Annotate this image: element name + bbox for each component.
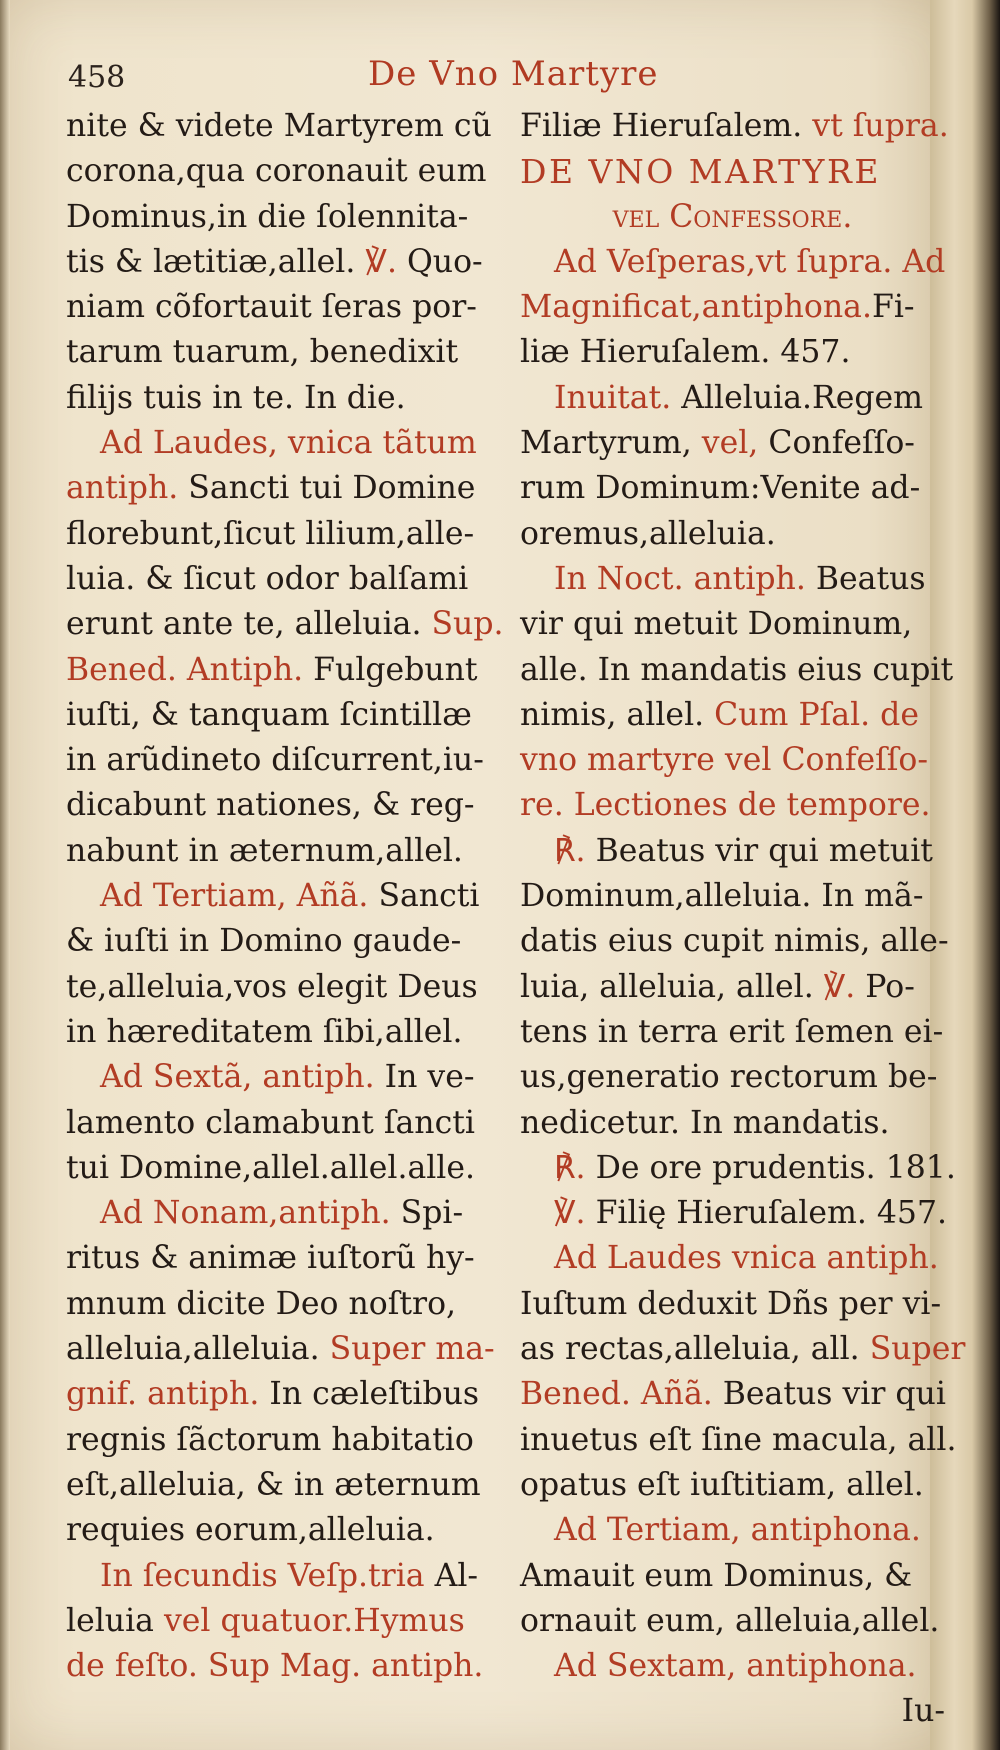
running-title: De Vno Martyre [368, 54, 659, 94]
text-line [520, 421, 945, 466]
body-text: requies eorum,alleluia. [66, 1512, 435, 1549]
text-line [520, 1010, 945, 1055]
text-line [520, 557, 945, 602]
text-line [66, 1236, 491, 1281]
body-text: tis & lætitiæ,allel. [66, 243, 366, 280]
rubric-text: Ad Laudes, vnica tãtum [100, 425, 477, 462]
text-line [66, 330, 491, 375]
text-line [66, 1554, 491, 1599]
body-text: ritus & animæ iuſtorũ hy- [66, 1240, 475, 1277]
body-text: liæ Hieruſalem. 457. [520, 334, 851, 371]
body-text: nedicetur. In mandatis. [520, 1104, 890, 1141]
text-line [520, 783, 945, 828]
text-line [520, 829, 945, 874]
body-text: In ve- [374, 1059, 475, 1096]
body-text: Al- [424, 1557, 479, 1594]
text-line [66, 648, 491, 693]
rubric-text: Cum Pſal. de [714, 696, 919, 733]
rubric-text: ℣. [554, 1195, 586, 1232]
text-line [66, 1372, 491, 1417]
text-line [520, 1191, 948, 1236]
body-text: Filię Hieruſalem. 457. [585, 1195, 948, 1232]
rubric-text: vel Confessore. [612, 198, 853, 235]
text-line [520, 104, 949, 149]
text-line [66, 1599, 491, 1644]
body-text: oremus,alleluia. [520, 515, 776, 552]
body-text: Dominus,in die ſolennita- [66, 198, 469, 235]
rubric-text: Ad Nonam,antiph. [100, 1195, 391, 1232]
body-text: erunt ante te, alleluia. [66, 606, 432, 643]
text-line [520, 466, 945, 511]
rubric-text: Magnificat,antiphona. [520, 289, 872, 326]
body-text: nimis, allel. [520, 696, 715, 733]
text-line [66, 1418, 491, 1463]
text-line [520, 1101, 945, 1146]
page-left-edge [0, 0, 10, 1750]
right-text-column [520, 104, 966, 1735]
text-line [66, 285, 491, 330]
body-text: De ore prudentis. 181. [585, 1149, 956, 1186]
text-line [520, 1146, 956, 1191]
body-text: alleluia,alleluia. [66, 1331, 330, 1368]
body-text: te,alleluia,vos elegit Deus [66, 968, 478, 1005]
text-line [66, 1644, 491, 1689]
body-text: Quo- [396, 243, 483, 280]
rubric-text: antiph. [66, 470, 179, 507]
body-text: alle. In mandatis eius cupit [520, 651, 954, 688]
body-text: corona,qua coronauit eum [66, 153, 487, 190]
body-text: nabunt in æternum,allel. [66, 832, 463, 869]
text-line [66, 919, 491, 964]
text-line [66, 602, 504, 647]
text-line [520, 693, 945, 738]
text-line [520, 602, 945, 647]
body-text: Fulgebunt [303, 651, 478, 688]
body-text: leluia [66, 1602, 164, 1639]
text-line [520, 195, 945, 240]
body-text: & iuſti in Domino gaude- [66, 923, 462, 960]
text-line [66, 421, 491, 466]
body-text: regnis ſãctorum habitatio [66, 1421, 474, 1458]
text-line [520, 512, 945, 557]
body-text: nite & videte Martyrem cũ [66, 108, 492, 144]
text-line [520, 1236, 945, 1281]
body-text: Iu- [901, 1693, 945, 1730]
body-text: Sancti tui Domine [178, 470, 476, 507]
body-text: Beatus vir qui [712, 1376, 946, 1413]
text-line [520, 1463, 945, 1508]
rubric-text: vt ſupra. [812, 108, 949, 144]
body-text: tens in terra erit ſemen ei- [520, 1013, 944, 1050]
body-text: mnum dicite Deo noſtro, [66, 1285, 457, 1322]
text-line [66, 557, 491, 602]
body-text: inuetus eſt ſine macula, all. [520, 1421, 957, 1458]
rubric-text: Ad Veſperas,vt ſupra. Ad [554, 243, 946, 280]
rubric-text: In ſecundis Veſp.tria [100, 1557, 425, 1594]
text-line [66, 1508, 491, 1553]
text-line [520, 240, 945, 285]
body-text: Martyrum, [520, 425, 702, 462]
body-text: Beatus [805, 560, 926, 597]
rubric-text: In Noct. antiph. [554, 560, 806, 597]
rubric-text: ℟. [554, 832, 586, 869]
body-text: Amauit eum Dominus, & [520, 1557, 913, 1594]
body-text: Dominum,alleluia. In mã- [520, 878, 924, 915]
body-text: tui Domine,allel.allel.alle. [66, 1149, 476, 1186]
body-text: in hæreditatem ſibi,allel. [66, 1013, 463, 1050]
body-text: in arũdineto diſcurrent,iu- [66, 742, 484, 779]
text-line [520, 1554, 945, 1599]
text-line [520, 1055, 945, 1100]
rubric-text: vel quatuor.Hymus [163, 1602, 465, 1639]
body-text: Fi- [871, 289, 915, 326]
rubric-text: Super [869, 1331, 966, 1368]
body-text: as rectas,alleluia, all. [520, 1331, 870, 1368]
body-text: iuſti, & tanquam ſcintillæ [66, 696, 472, 733]
body-text: luia, alleluia, allel. [520, 968, 824, 1005]
body-text: luia. & ſicut odor balſami [66, 560, 469, 597]
rubric-text: ℣. [823, 968, 856, 1005]
text-line [66, 783, 491, 828]
body-text: dicabunt nationes, & reg- [66, 787, 475, 824]
text-line [66, 1327, 495, 1372]
rubric-text: Bened. Antiph. [66, 651, 304, 688]
text-line [520, 1644, 945, 1689]
text-line [66, 1191, 491, 1236]
rubric-text: DE VNO MARTYRE [520, 152, 881, 192]
body-text: vir qui metuit Dominum, [520, 606, 913, 643]
body-text: filijs tuis in te. In die. [66, 379, 406, 416]
text-line [66, 240, 491, 285]
body-text: Spi- [390, 1195, 464, 1232]
rubric-text: vno martyre vel Confeſſo- [520, 742, 929, 779]
body-text: eſt,alleluia, & in æternum [66, 1466, 481, 1503]
body-text: Alleluia.Regem [671, 379, 924, 416]
body-text: ornauit eum, alleluia,allel. [520, 1602, 940, 1639]
text-line [66, 738, 491, 783]
rubric-text: ℟. [554, 1149, 586, 1186]
text-line [66, 874, 491, 919]
body-text: Confeſſo- [758, 425, 915, 462]
rubric-text: Sup. [431, 606, 504, 643]
text-line [520, 1282, 945, 1327]
text-line [520, 919, 949, 964]
body-text: rum Dominum:Venite ad- [520, 470, 921, 507]
text-line [66, 466, 491, 511]
text-line [66, 1146, 491, 1191]
body-text: Filiæ Hieruſalem. [520, 108, 813, 144]
text-line [66, 1101, 491, 1146]
rubric-text: re. Lectiones de tempore. [520, 787, 931, 824]
text-line [520, 376, 945, 421]
text-line [66, 1463, 491, 1508]
rubric-text: vel, [701, 425, 759, 462]
page-number: 458 [68, 60, 126, 95]
text-line [520, 149, 945, 194]
text-line [66, 512, 491, 557]
rubric-text: Inuitat. [554, 379, 672, 416]
text-line [66, 1010, 491, 1055]
text-line [66, 195, 491, 240]
text-line [66, 965, 491, 1010]
body-text: Iuſtum deduxit Dñs per vi- [520, 1285, 942, 1322]
text-line [520, 738, 945, 783]
rubric-text: gnif. antiph. [66, 1376, 260, 1413]
rubric-text: ℣. [365, 243, 397, 280]
rubric-text: Super ma- [329, 1331, 495, 1368]
left-text-column [66, 104, 504, 1689]
text-line [520, 1418, 957, 1463]
text-line [520, 965, 945, 1010]
rubric-text: Ad Tertiam, Añã. [100, 878, 369, 915]
body-text: us,generatio rectorum be- [520, 1059, 938, 1096]
text-line [66, 829, 491, 874]
text-line [520, 874, 945, 919]
body-text: florebunt,ſicut lilium,alle- [66, 515, 475, 552]
text-line [520, 1327, 966, 1372]
body-text: opatus eſt iuſtitiam, allel. [520, 1466, 924, 1503]
text-line [66, 1055, 491, 1100]
rubric-text: Ad Sextã, antiph. [100, 1059, 375, 1096]
text-line [520, 1372, 945, 1417]
text-line [520, 330, 945, 375]
body-text: In cæleſtibus [259, 1376, 480, 1413]
body-text: Po- [855, 968, 915, 1005]
body-text: Beatus vir qui metuit [585, 832, 933, 869]
text-line [520, 1689, 945, 1734]
text-line [66, 376, 491, 421]
body-text: lamento clamabunt ſancti [66, 1104, 475, 1141]
rubric-text: Ad Laudes vnica antiph. [554, 1240, 939, 1277]
text-line [520, 1508, 945, 1553]
text-line [520, 648, 954, 693]
text-line [66, 149, 491, 194]
text-line [66, 1282, 491, 1327]
rubric-text: de feſto. Sup Mag. antiph. [66, 1648, 484, 1685]
text-line [66, 693, 491, 738]
text-line [520, 285, 945, 330]
rubric-text: Ad Tertiam, antiphona. [554, 1512, 921, 1549]
text-line [66, 104, 491, 149]
text-line [520, 1599, 945, 1644]
body-text: Sancti [368, 878, 480, 915]
body-text: datis eius cupit nimis, alle- [520, 923, 949, 960]
rubric-text: Bened. Añã. [520, 1376, 713, 1413]
rubric-text: Ad Sextam, antiphona. [554, 1648, 917, 1685]
body-text: niam cõfortauit ſeras por- [66, 289, 477, 326]
body-text: tarum tuarum, benedixit [66, 334, 459, 371]
